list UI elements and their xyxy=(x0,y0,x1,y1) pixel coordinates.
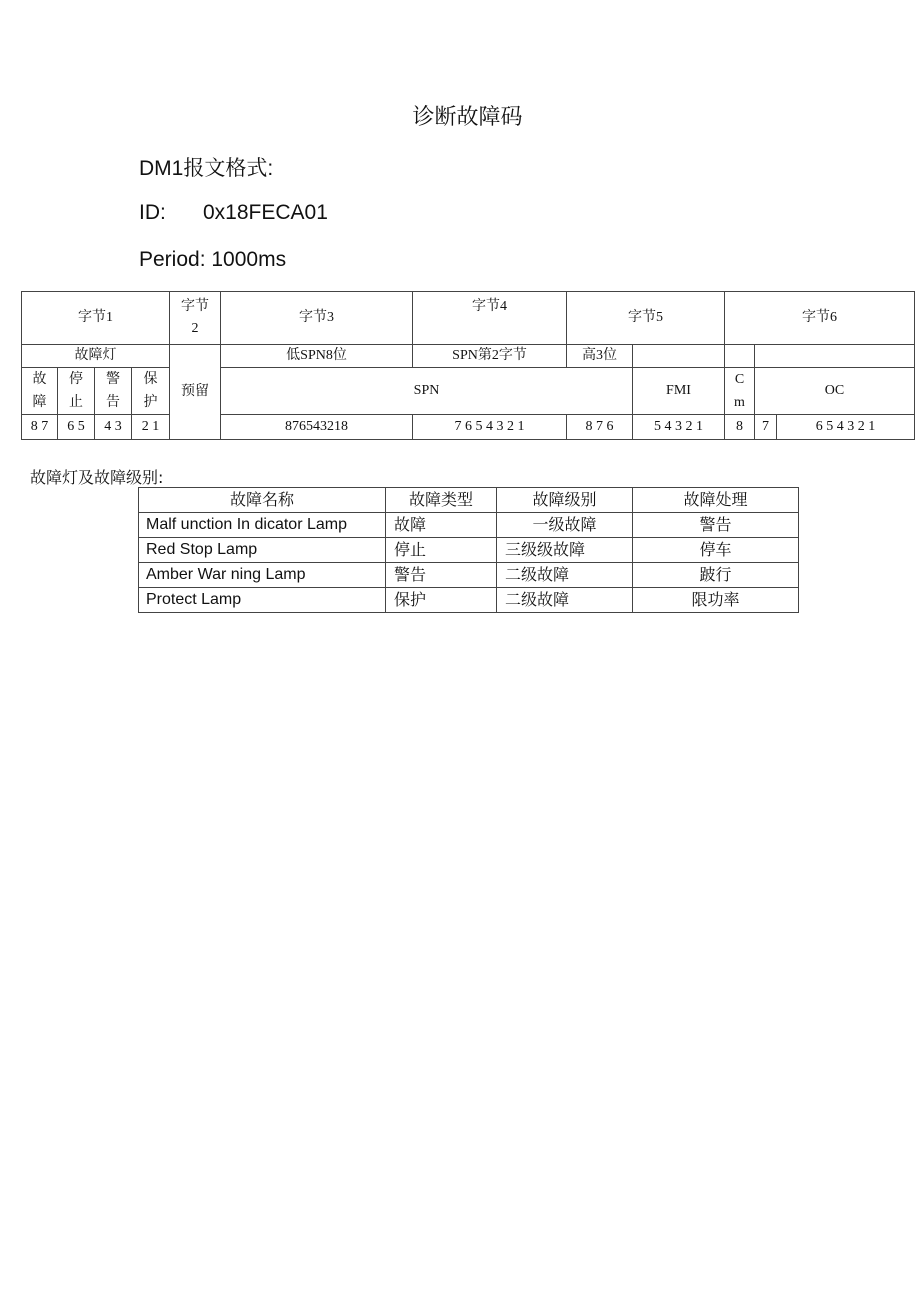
bit-cell: 6 5 4 3 2 1 xyxy=(777,415,915,440)
column-header: 故障名称 xyxy=(139,488,386,513)
table-row xyxy=(139,538,799,563)
fault-action-cell: 限功率 xyxy=(633,588,799,613)
low-spn-cell: 低SPN8位 xyxy=(221,345,413,368)
id-value: 0x18FECA01 xyxy=(203,201,328,224)
byte2-header-line1: 字节 xyxy=(181,299,209,314)
byte4-header: 字节4 xyxy=(413,292,567,345)
byte-layout-table xyxy=(21,291,915,440)
warn-lamp-cell xyxy=(95,368,132,415)
period-line: Period: 1000ms xyxy=(139,248,287,271)
spn-cell: SPN xyxy=(221,368,633,415)
fault-action-cell: 警告 xyxy=(633,513,799,538)
fault-level-cell: 二级故障 xyxy=(497,563,633,588)
lamp-group-cell: 故障灯 xyxy=(22,345,170,368)
bit-cell: 2 1 xyxy=(132,415,170,440)
empty-cell xyxy=(633,345,725,368)
lamp-name-cell: Malf unction In dicator Lamp xyxy=(139,513,386,538)
bit-cell: 7 xyxy=(755,415,777,440)
levels-heading: 故障灯及故障级别: xyxy=(30,468,164,487)
spn-second-byte-cell: SPN第2字节 xyxy=(413,345,567,368)
cm-label: Cm xyxy=(734,372,745,410)
stop-lamp-cell xyxy=(58,368,95,415)
byte2-header xyxy=(170,292,221,345)
byte1-header: 字节1 xyxy=(22,292,170,345)
lamp-name-cell: Protect Lamp xyxy=(139,588,386,613)
warn-lamp-label: 警告 xyxy=(105,372,120,410)
bit-cell: 4 3 xyxy=(95,415,132,440)
fmi-cell: FMI xyxy=(633,368,725,415)
fault-level-table xyxy=(138,487,799,613)
byte-header-row xyxy=(22,292,915,345)
fault-type-cell: 保护 xyxy=(386,588,497,613)
fault-type-cell: 停止 xyxy=(386,538,497,563)
bit-cell: 8 xyxy=(725,415,755,440)
empty-cell xyxy=(725,345,755,368)
fault-level-cell: 一级故障 xyxy=(497,513,633,538)
stop-lamp-label: 停止 xyxy=(68,372,83,410)
high3-cell: 高3位 xyxy=(567,345,633,368)
table-row xyxy=(139,588,799,613)
lamp-name-cell: Red Stop Lamp xyxy=(139,538,386,563)
table-row xyxy=(139,513,799,538)
bit-cell: 5 4 3 2 1 xyxy=(633,415,725,440)
signal-row xyxy=(22,368,915,415)
bit-row xyxy=(22,415,915,440)
fault-type-cell: 故障 xyxy=(386,513,497,538)
byte6-header: 字节6 xyxy=(725,292,915,345)
fault-action-cell: 跛行 xyxy=(633,563,799,588)
lamp-name-cell: Amber War ning Lamp xyxy=(139,563,386,588)
table-row xyxy=(139,563,799,588)
bit-cell: 8 7 6 xyxy=(567,415,633,440)
id-label: ID: xyxy=(139,201,166,224)
byte2-header-line2: 2 xyxy=(191,321,199,336)
column-header: 故障处理 xyxy=(633,488,799,513)
fault-level-cell: 二级故障 xyxy=(497,588,633,613)
fault-lamp-cell xyxy=(22,368,58,415)
field-row xyxy=(22,345,915,368)
column-header: 故障级别 xyxy=(497,488,633,513)
protect-lamp-label: 保护 xyxy=(143,372,158,410)
table-header-row xyxy=(139,488,799,513)
page-title: 诊断故障码 xyxy=(412,105,523,130)
bit-cell: 6 5 xyxy=(58,415,95,440)
format-line: DM1报文格式: xyxy=(139,157,274,180)
oc-cell: OC xyxy=(755,368,915,415)
byte5-header: 字节5 xyxy=(567,292,725,345)
fault-type-cell: 警告 xyxy=(386,563,497,588)
fault-lamp-label: 故障 xyxy=(32,372,47,410)
cm-cell xyxy=(725,368,755,415)
reserved-cell: 预留 xyxy=(170,345,221,440)
column-header: 故障类型 xyxy=(386,488,497,513)
fault-action-cell: 停车 xyxy=(633,538,799,563)
fault-level-cell: 三级级故障 xyxy=(497,538,633,563)
byte3-header: 字节3 xyxy=(221,292,413,345)
bit-cell: 876543218 xyxy=(221,415,413,440)
empty-cell xyxy=(755,345,915,368)
bit-cell: 8 7 xyxy=(22,415,58,440)
protect-lamp-cell xyxy=(132,368,170,415)
bit-cell: 7 6 5 4 3 2 1 xyxy=(413,415,567,440)
